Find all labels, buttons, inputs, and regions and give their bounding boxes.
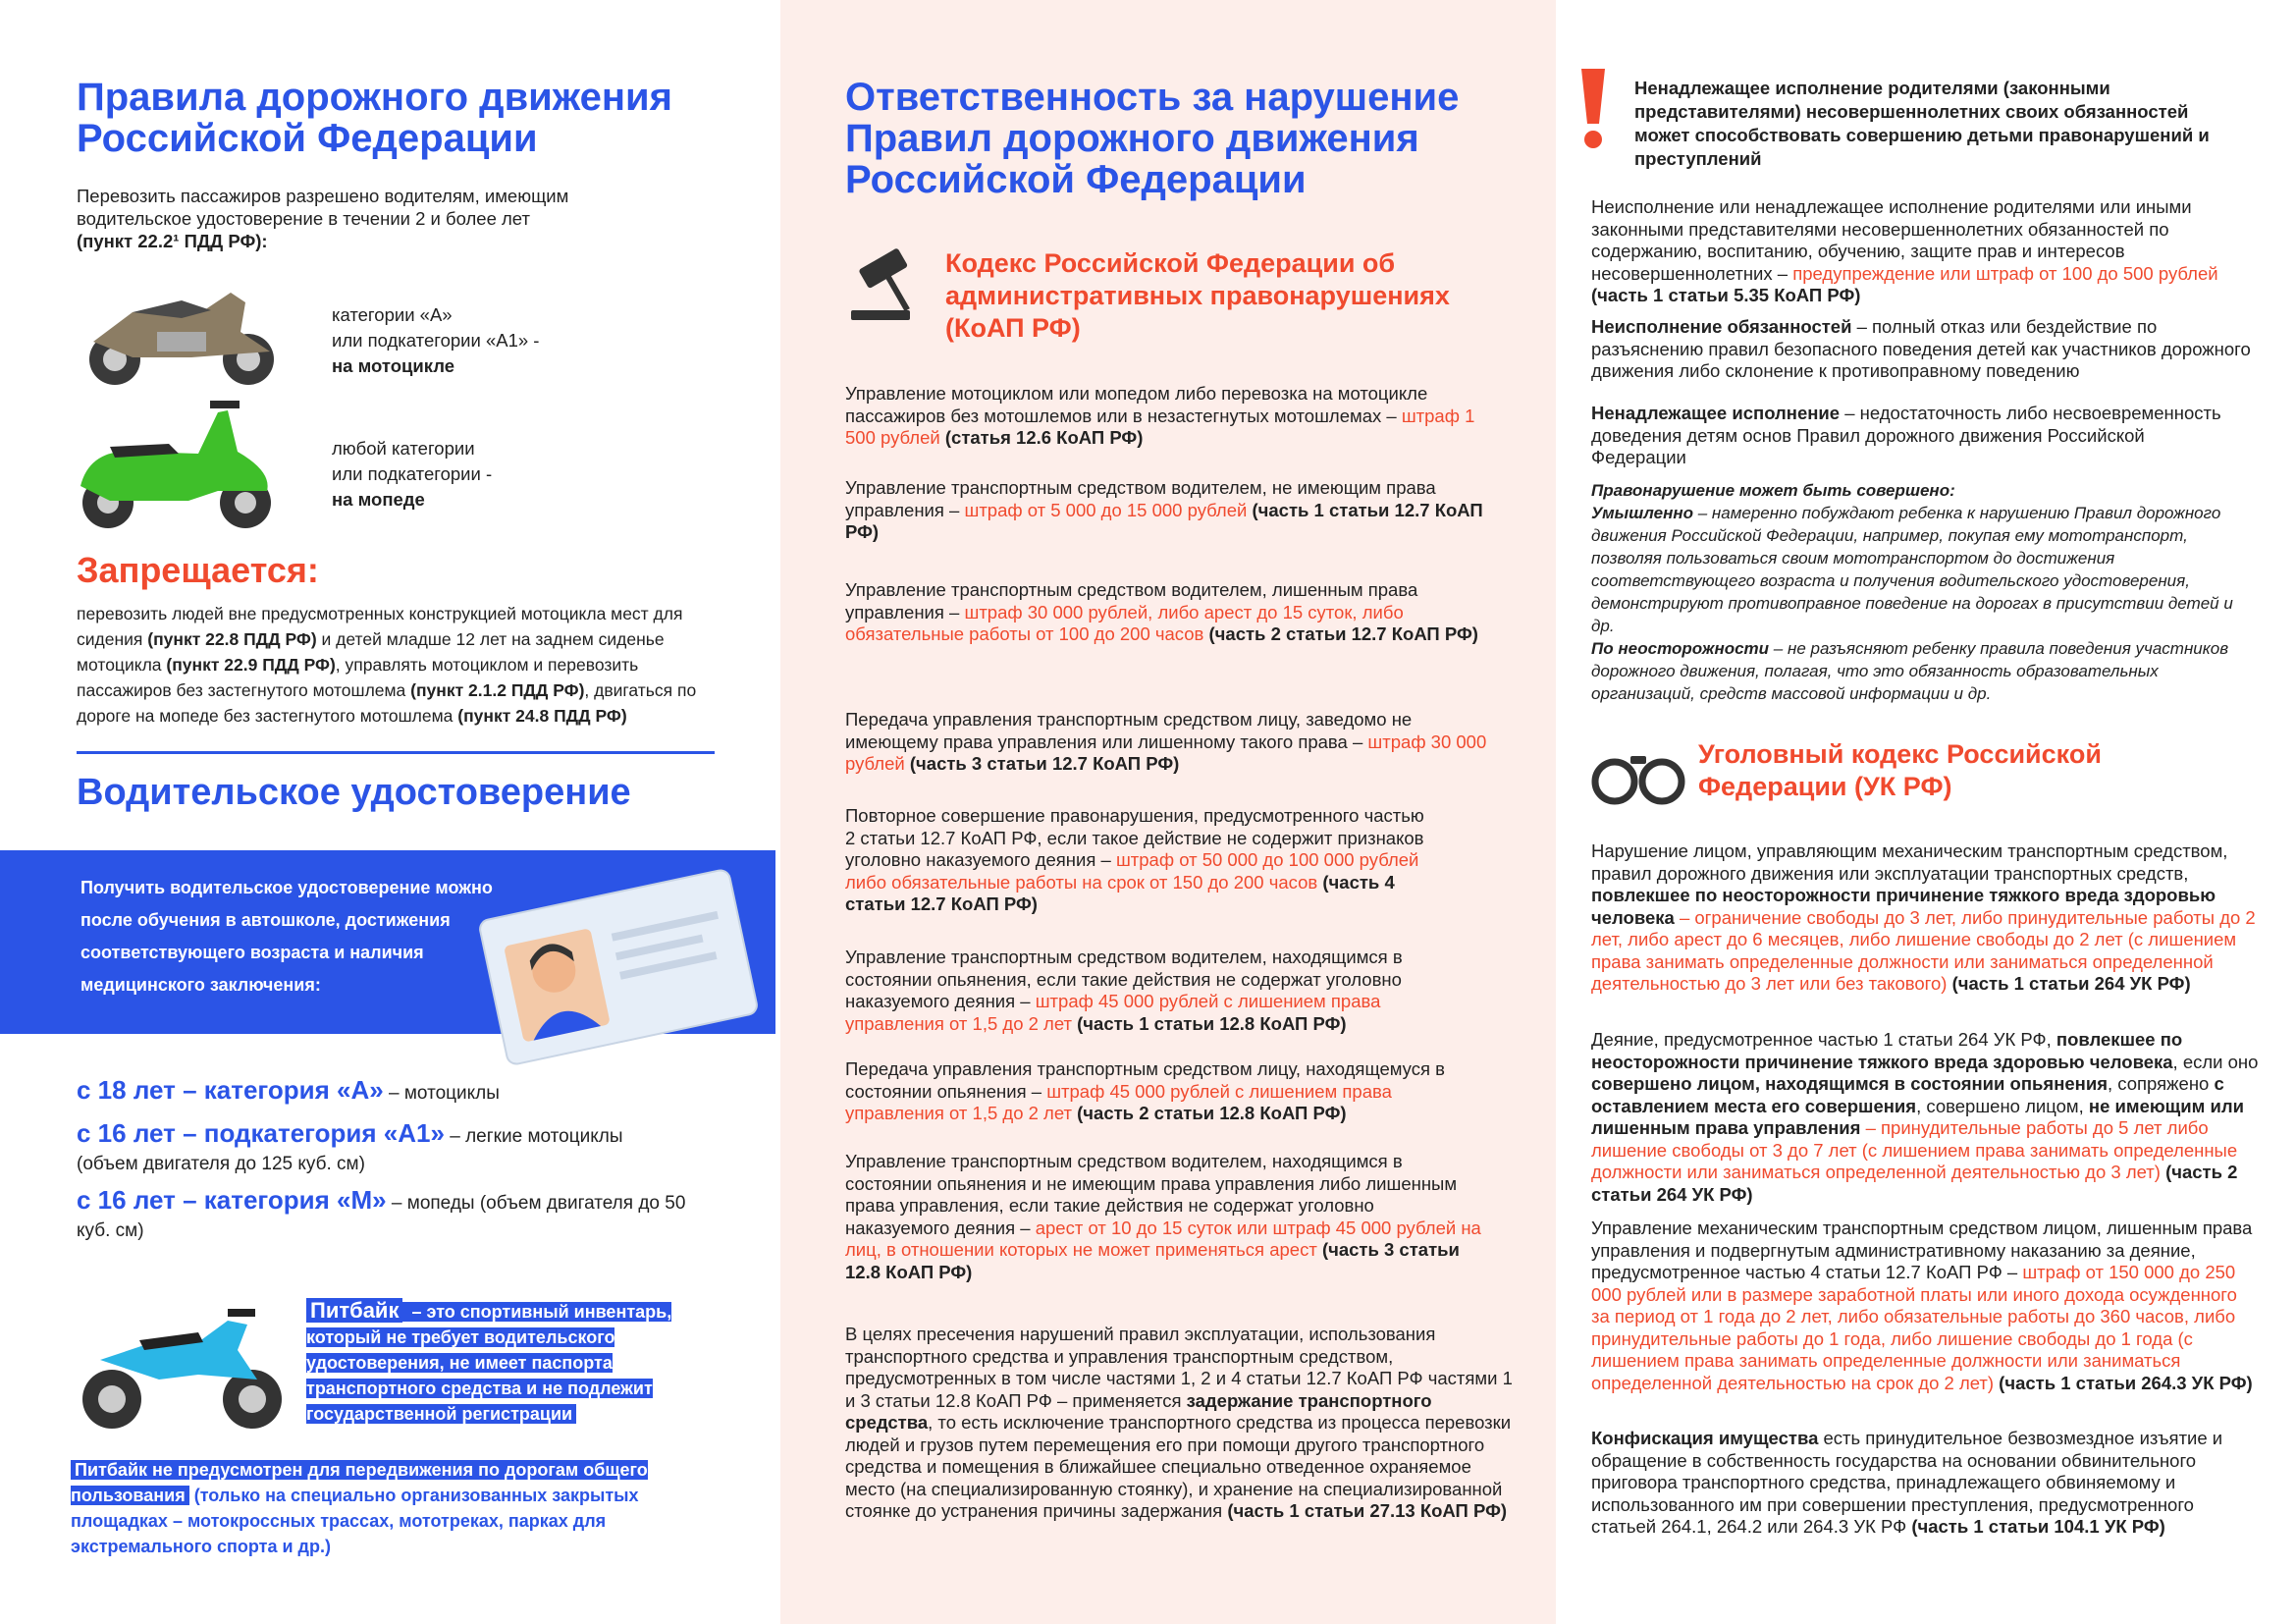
divider <box>77 751 715 754</box>
forbidden-text: перевозить людей вне предусмотренных конструкцией мотоцикла мест для сидения (пункт 22.8 ПДД РФ) и детей младше 12 лет на заднем сиденье мотоцикла (пункт 22.9 ПДД РФ), управлять мотоциклом и перевозить пассажиров без застегнутого мотошлема (пункт 2.1.2 ПДД РФ), двигаться по дороге на мопеде без застегнутого мотошлема (пункт 24.8 ПДД РФ) <box>77 604 697 726</box>
offense-types-text: Правонарушение может быть совершено: Умышленно – намеренно побуждают ребенка к нарушению Правил дорожного движения Российской Федерации, например, покупая ему мототранспорт, позволяя пользоваться своим мототранспортом до достижения соответствующего возраста и получения водительского удостоверения, демонстрируют противоправное поведение на дорогах в присутствии детей и др. По неосторожности – не разъясняют ребенку правила поведения участников дорожного движения, полагая, что это обязанность образовательных организаций, средств массовой информации и др. <box>1591 481 2233 703</box>
pitbike-icon <box>71 1301 292 1434</box>
koap-item: Управление транспортным средством водителем, не имеющим права управления – штраф от 5 000 до 15 000 рублей (часть 1 статьи 12.7 КоАП РФ) <box>845 477 1483 542</box>
koap-item: Повторное совершение правонарушения, предусмотренного частью 2 статьи 12.7 КоАП РФ, если такое действие не содержит признаков уголовно наказуемого деяния – штраф от 50 000 до 100 000 рублей либо обязательные работы на срок от 150 до 200 часов (часть 4 статьи 12.7 КоАП РФ) <box>845 805 1424 914</box>
category-a1: с 16 лет – подкатегория «А1» – легкие мотоциклы (объем двигателя до 125 куб. см) <box>77 1118 623 1174</box>
intro-text: Перевозить пассажиров разрешено водителям, имеющим водительское удостоверение в течении 2 и более лет (пункт 22.2¹ ПДД РФ): <box>77 186 569 251</box>
koap-title: Кодекс Российской Федерации об административных правонарушениях (КоАП РФ) <box>945 248 1450 343</box>
left-column <box>0 0 780 1624</box>
improper-fulfillment-text: Ненадлежащее исполнение – недостаточность либо несвоевременность доведения детям основ Правил дорожного движения Российской Федерации <box>1591 403 2221 467</box>
rules-title: Правила дорожного движения Российской Федерации <box>77 76 672 160</box>
license-title: Водительское удостоверение <box>77 772 631 813</box>
license-banner-text: Получить водительское удостоверение можно после обучения в автошколе, достижения соответствующего возраста и наличия медицинского заключения: <box>80 878 493 995</box>
koap-item: Передача управления транспортным средством лицу, находящемуся в состоянии опьянения – штраф 45 000 рублей с лишением права управления от 1,5 до 2 лет (часть 2 статьи 12.8 КоАП РФ) <box>845 1058 1445 1123</box>
license-card-icon <box>471 864 766 1070</box>
koap-item: Управление транспортным средством водителем, лишенным права управления – штраф 30 000 рублей, либо арест до 15 суток, либо обязательные работы от 100 до 200 часов (часть 2 статьи 12.7 КоАП РФ) <box>845 579 1478 644</box>
koap-item: Управление транспортным средством водителем, находящимся в состоянии опьянения и не имеющим права управления либо лишенным права управления, если такие действия не содержат уголовно наказуемого деяния – арест от 10 до 15 суток или штраф 45 000 рублей на лиц, в отношении которых не может применяться арест (часть 3 статьи 12.8 КоАП РФ) <box>845 1151 1481 1282</box>
motorcycle-caption: категории «А» или подкатегории «А1» - на мотоцикле <box>332 304 540 376</box>
parents-warning: Ненадлежащее исполнение родителями (законными представителями) несовершеннолетних своих обязанностей может способствовать совершению детьми правонарушений и преступлений <box>1634 78 2210 169</box>
middle-column <box>780 0 1556 1624</box>
uk-item: Нарушение лицом, управляющим механическим транспортным средством, правил дорожного движения или эксплуатации транспортных средств, повлекшее по неосторожности причинение тяжкого вреда здоровью человека – ограничение свободы до 3 лет, либо принудительные работы до 2 лет, либо арест до 6 месяцев, либо лишение свободы до 2 лет (с лишением права занимать определенные должности или заниматься определенной деятельностью до 3 лет или без такового) (часть 1 статьи 264 УК РФ) <box>1591 840 2256 994</box>
koap-item: Управление мотоциклом или мопедом либо перевозка на мотоцикле пассажиров без мотошлемов или в незастегнутых мотошлемах – штраф 1 500 рублей (статья 12.6 КоАП РФ) <box>845 383 1475 448</box>
right-column <box>1556 0 2296 1624</box>
moped-icon <box>71 393 282 535</box>
uk-item: Управление механическим транспортным средством лицом, лишенным права управления и подвергнутым административному наказанию за деяние, предусмотренное частью 4 статьи 12.7 КоАП РФ – штраф от 150 000 до 250 000 рублей или в размере заработной платы или иного дохода осужденного за период от 1 года до 2 лет, либо обязательные работы до 360 часов, либо принудительные работы до 1 года, либо лишение свободы до 1 года (с лишением права занимать определенные должности или заниматься определенной деятельностью на срок до 2 лет) (часть 1 статьи 264.3 УК РФ) <box>1591 1218 2253 1393</box>
motorcycle-icon <box>74 273 285 389</box>
uk-item: Деяние, предусмотренное частью 1 статьи 264 УК РФ, повлекшее по неосторожности причинение тяжкого вреда здоровью человека, если оно совершено лицом, находящимся в состоянии опьянения, сопряжено с оставлением места его совершения, совершено лицом, не имеющим или лишенным права управления – принудительные работы до 5 лет либо лишение свободы от 3 до 7 лет (с лишением права занимать определенные должности или заниматься определенной деятельностью до 3 лет) (часть 2 статьи 264 УК РФ) <box>1591 1029 2259 1205</box>
moped-caption: любой категории или подкатегории - на мопеде <box>332 438 493 510</box>
forbidden-title: Запрещается: <box>77 550 319 590</box>
confiscation-text: Конфискация имущества есть принудительное безвозмездное изъятие и обращение в собственность государства на основании обвинительного приговора транспортного средства, принадлежащего обвиняемому и использованного им при совершении преступления, предусмотренного статьей 264.1, 264.2 или 264.3 УК РФ (часть 1 статьи 104.1 УК РФ) <box>1591 1428 2223 1537</box>
exclamation-icon <box>1575 65 1611 151</box>
non-fulfillment-text: Неисполнение обязанностей – полный отказ или бездействие по разъяснению правил безопасного поведения детей как участников дорожного движения либо склонение к противоправному поведению <box>1591 316 2251 381</box>
handcuffs-icon <box>1591 744 1685 809</box>
koap-item: Передача управления транспортным средством лицу, заведомо не имеющему права управления или лишенному такого права – штраф 30 000 рублей (часть 3 статьи 12.7 КоАП РФ) <box>845 709 1487 774</box>
responsibility-title: Ответственность за нарушение Правил дорожного движения Российской Федерации <box>845 76 1460 201</box>
pitbike-text: Питбайк – это спортивный инвентарь, который не требует водительского удостоверения, не имеет паспорта транспортного средства и не подлежит государственной регистрации <box>306 1298 672 1424</box>
category-a: с 18 лет – категория «А» – мотоциклы <box>77 1075 500 1105</box>
parents-duty-text: Неисполнение или ненадлежащее исполнение родителями или иными законными представителями несовершеннолетних обязанностей по содержанию, воспитанию, обучению, защите прав и интересов несовершеннолетних – предупреждение или штраф от 100 до 500 рублей (часть 1 статьи 5.35 КоАП РФ) <box>1591 196 2218 305</box>
vehicle-detention-text: В целях пресечения нарушений правил эксплуатации, использования транспортного средства и управления транспортным средством, предусмотренных в том числе частями 1, 2 и 4 статьи 12.7 КоАП РФ частями 1 и 3 статьи 12.8 КоАП РФ – применяется задержание транспортного средства, то есть исключение транспортного средства из процесса перевозки людей и грузов путем перемещения его при помощи другого транспортного средства и помещения в ближайшее специально отведенное охраняемое место (на специализированную стоянку), и хранение на специализированной стоянке до устранения причины задержания (часть 1 статьи 27.13 КоАП РФ) <box>845 1324 1513 1521</box>
uk-title: Уголовный кодекс Российской Федерации (УК РФ) <box>1698 739 2102 801</box>
category-m: с 16 лет – категория «М» – мопеды (объем двигателя до 50 куб. см) <box>77 1185 686 1241</box>
koap-item: Управление транспортным средством водителем, находящимся в состоянии опьянения, если такие действия не содержат уголовно наказуемого деяния – штраф 45 000 рублей с лишением права управления от 1,5 до 2 лет (часть 1 статьи 12.8 КоАП РФ) <box>845 947 1403 1034</box>
pitbike-note: Питбайк не предусмотрен для передвижения по дорогам общего пользования (только на специально организованных закрытых площадках – мотокроссных трассах, мототреках, парках для экстремального спорта и др.) <box>71 1460 648 1556</box>
gavel-icon <box>845 245 934 324</box>
